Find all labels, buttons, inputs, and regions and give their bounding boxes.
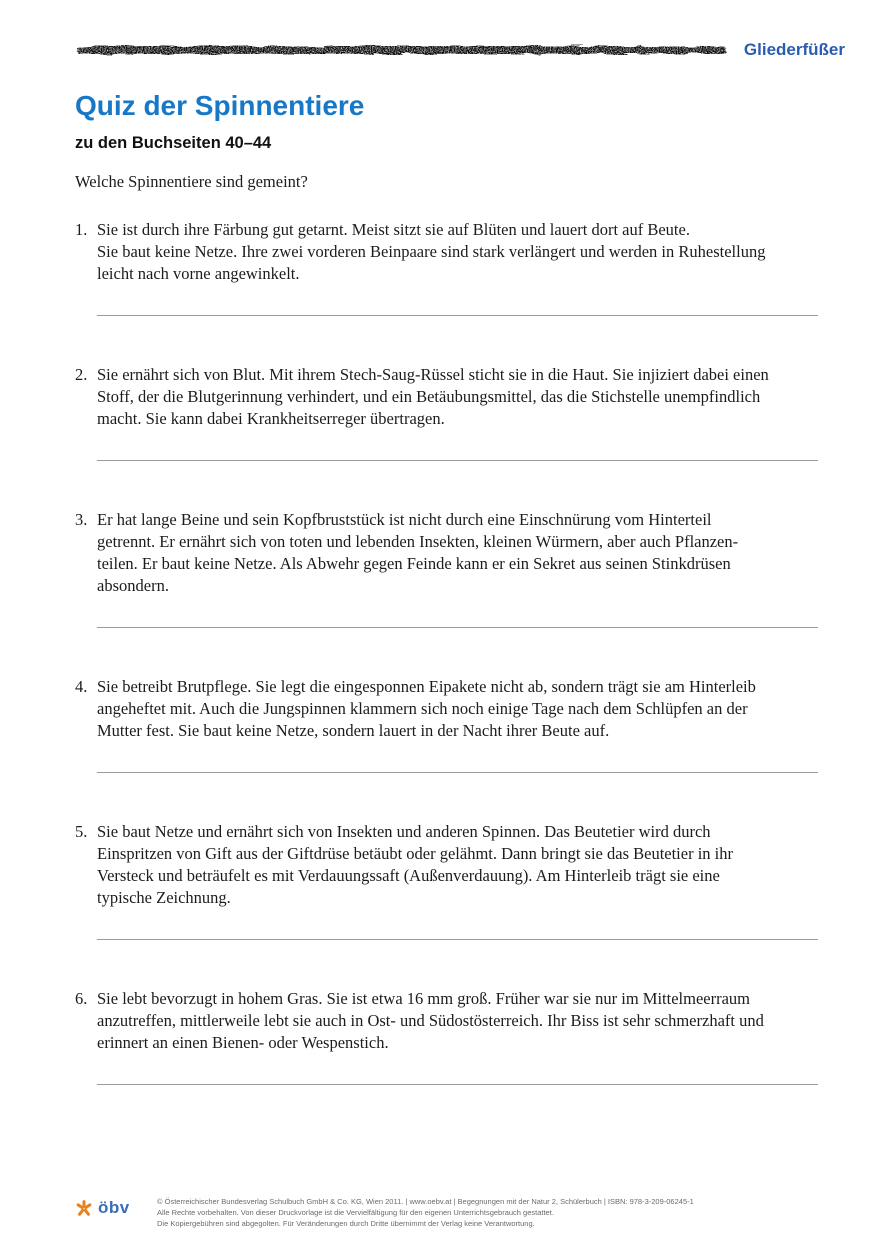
question-number: 6. [75, 988, 88, 1008]
question-text-line: anzutreffen, mittlerweile lebt sie auch in Ost- und Südostösterreich. Ihr Biss ist sehr schmerzhaft und [97, 1010, 764, 1030]
question-number: 3. [75, 509, 88, 529]
answer-blank-line [97, 627, 818, 628]
question-text-line: typische Zeichnung. [97, 887, 231, 907]
question-text-line: absondern. [97, 575, 169, 595]
question-5 [75, 821, 845, 940]
answer-blank-line [97, 315, 818, 316]
question-text-line: Einspritzen von Gift aus der Giftdrüse betäubt oder gelähmt. Dann bringt sie das Beutetier in ihr [97, 843, 733, 863]
question-text-line: Mutter fest. Sie baut keine Netze, sondern lauert in der Nacht ihrer Beute auf. [97, 720, 610, 740]
publisher-logo [75, 1198, 133, 1218]
answer-blank-line [97, 772, 818, 773]
question-text-line: Stoff, der die Blutgerinnung verhindert, und ein Betäubungsmittel, das die Stichstelle unempfindlich [97, 386, 761, 406]
imprint-line-2: Alle Rechte vorbehalten. Von dieser Druckvorlage ist die Vervielfältigung für den eigenen Unterrichtsgebrauch gestattet. [157, 1208, 554, 1217]
question-3 [75, 509, 845, 628]
question-text-line: Sie baut keine Netze. Ihre zwei vorderen Beinpaare sind stark verlängert und werden in Ruhestellung [97, 241, 766, 261]
page-footer [75, 1196, 845, 1229]
question-1 [75, 219, 845, 316]
question-6 [75, 988, 845, 1085]
imprint-text [157, 1196, 694, 1229]
intro-question: Welche Spinnentiere sind gemeint? [75, 171, 308, 191]
page-subtitle: zu den Buchseiten 40–44 [75, 134, 272, 153]
answer-blank-line [97, 460, 818, 461]
imprint-line-3: Die Kopiergebühren sind abgegolten. Für Veränderungen durch Dritte übernimmt der Verlag keine Verantwortung. [157, 1219, 535, 1228]
question-text-line: Sie ist durch ihre Färbung gut getarnt. Meist sitzt sie auf Blüten und lauert dort auf Beute. [97, 219, 690, 239]
main-content [75, 90, 845, 1133]
chapter-label: Gliederfüßer [743, 40, 845, 59]
question-2 [75, 364, 845, 461]
question-text-line: leicht nach vorne angewinkelt. [97, 263, 300, 283]
question-text-line: getrennt. Er ernährt sich von toten und lebenden Insekten, kleinen Würmern, aber auch Pflanzen- [97, 531, 739, 551]
question-text-line: Sie betreibt Brutpflege. Sie legt die eingesponnen Eipakete nicht ab, sondern trägt sie am Hinterleib [97, 676, 756, 696]
question-text-line: Sie baut Netze und ernährt sich von Insekten und anderen Spinnen. Das Beutetier wird durch [97, 821, 711, 841]
answer-blank-line [97, 939, 818, 940]
question-text-line: macht. Sie kann dabei Krankheitserreger übertragen. [97, 408, 445, 428]
imprint-line-1: © Österreichischer Bundesverlag Schulbuch GmbH & Co. KG, Wien 2011. | www.oebv.at | Begegnungen mit der Natur 2, Schülerbuch | ISBN: 978-3-209-06245-1 [157, 1197, 694, 1206]
question-text-line: teilen. Er baut keine Netze. Als Abwehr gegen Feinde kann er ein Sekret aus seinen Stinkdrüsen [97, 553, 731, 573]
question-text-line: Sie lebt bevorzugt in hohem Gras. Sie ist etwa 16 mm groß. Früher war sie nur im Mittelmeerraum [97, 988, 750, 1008]
question-number: 2. [75, 364, 88, 384]
question-number: 5. [75, 821, 88, 841]
question-text-line: angeheftet mit. Auch die Jungspinnen klammern sich noch einige Tage nach dem Schlüpfen an der [97, 698, 748, 718]
question-number: 4. [75, 676, 88, 696]
page-title: Quiz der Spinnentiere [75, 90, 365, 121]
question-text-line: Er hat lange Beine und sein Kopfbruststück ist nicht durch eine Einschnürung vom Hinterteil [97, 509, 712, 529]
question-4 [75, 676, 845, 773]
answer-blank-line [97, 1084, 818, 1085]
chapter-band-decoration [75, 43, 728, 57]
question-text-line: Sie ernährt sich von Blut. Mit ihrem Stech-Saug-Rüssel sticht sie in die Haut. Sie injiziert dabei einen [97, 364, 769, 384]
oebv-star-icon [75, 1199, 93, 1217]
question-text-line: Versteck und beträufelt es mit Verdauungssaft (Außenverdauung). Am Hinterleib trägt sie eine [97, 865, 720, 885]
question-number: 1. [75, 219, 88, 239]
oebv-logo-text: öbv [98, 1198, 130, 1217]
question-text-line: erinnert an einen Bienen- oder Wespenstich. [97, 1032, 389, 1052]
page-header [75, 40, 845, 60]
